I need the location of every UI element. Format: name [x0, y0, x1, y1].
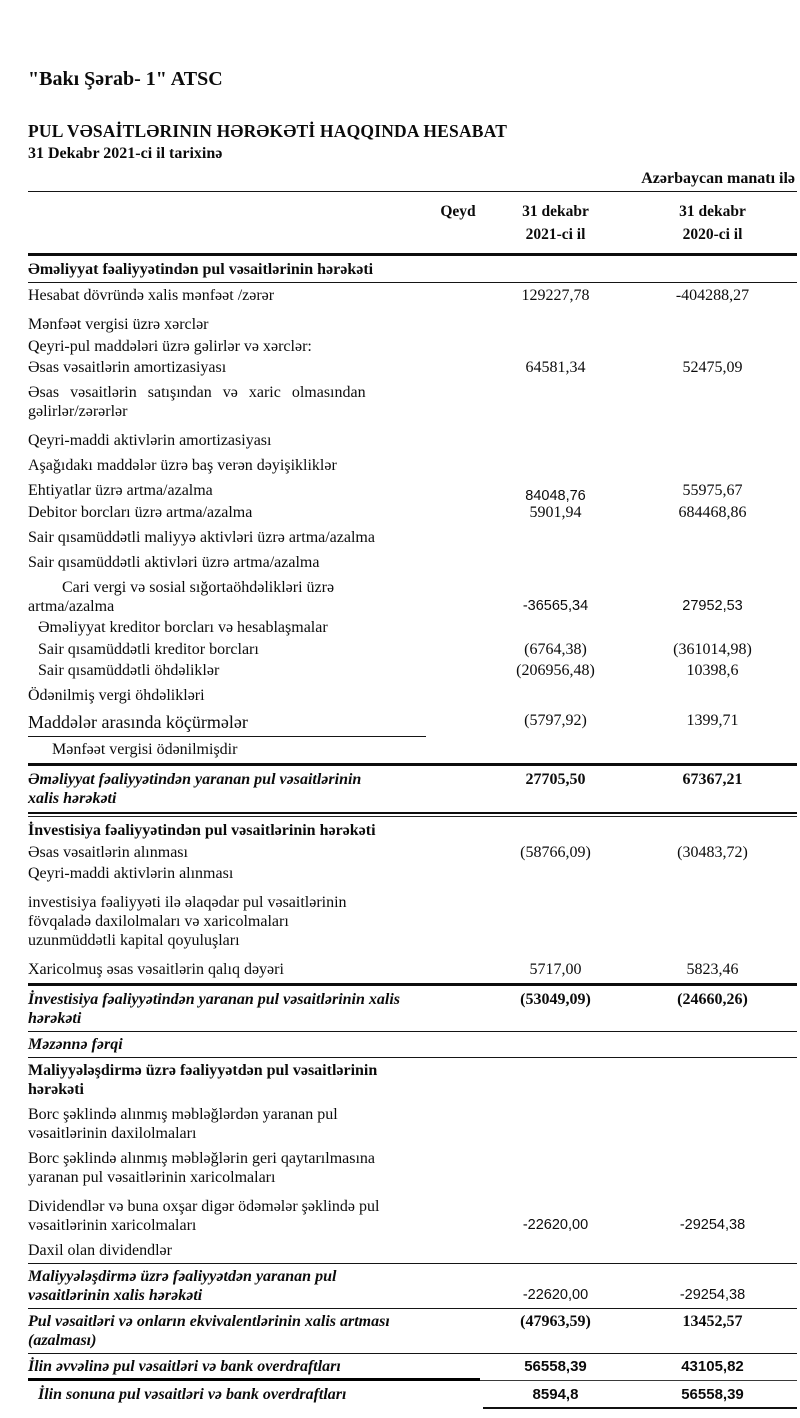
row-label [28, 456, 433, 475]
value-2021-cell: (47963,59) [520, 1313, 591, 1330]
row-label-line: Cari vergi və sosial sığortaöhdəlikləri üzrə [62, 578, 335, 596]
row-label [28, 893, 433, 950]
table-body [28, 260, 797, 1409]
value-2021-cell: (58766,09) [520, 843, 591, 861]
value-2021-cell: (6764,38) [524, 640, 587, 658]
row-label-line: Borc şəklində alınmış məbləğlərdən yaranan pul [28, 1106, 338, 1123]
row-label-line: Ehtiyatlar üzrə artma/azalma [28, 482, 213, 499]
row-label-line: Sair qısamüddətli öhdəliklər [38, 662, 220, 679]
row-label [28, 1312, 433, 1350]
table-rule [28, 1263, 797, 1264]
row-label [28, 358, 433, 377]
value-2021-cell: 8594,8 [532, 1386, 579, 1403]
table-row [28, 431, 797, 450]
table-row [28, 553, 797, 572]
value-2021-cell: (206956,48) [516, 662, 595, 679]
row-label [28, 618, 433, 637]
row-label-line: fövqaladə daxilolmaları və xaricolmaları [28, 913, 289, 930]
row-label-line: artma/azalma [28, 597, 115, 615]
table-row [28, 481, 797, 504]
table-row [28, 1241, 797, 1260]
table-row [28, 337, 797, 356]
row-label-line: Maliyyələşdirmə üzrə fəaliyyətdən yaranan pul [28, 1268, 337, 1285]
table-rule [28, 1031, 797, 1032]
value-2021-cell: 84048,76 [525, 488, 586, 504]
row-label [28, 1149, 433, 1187]
row-label-line: Sair qısamüddətli aktivləri üzrə artma/azalma [28, 553, 320, 571]
row-label [28, 1267, 433, 1305]
row-label-line: Qeyri-pul maddələri üzrə gəlirlər və xərclər: [28, 337, 312, 355]
row-label-line: (azalması) [28, 1332, 97, 1349]
row-label [28, 1385, 433, 1404]
row-label-line: Sair qısamüddətli maliyyə aktivləri üzrə artma/azalma [28, 528, 375, 546]
row-label-line: Əməliyyat fəaliyyətindən pul vəsaitlərinin hərəkəti [28, 261, 374, 278]
table-row [28, 1149, 797, 1187]
row-label-line: uzunmüddətli kapital qoyuluşları [28, 932, 240, 949]
column-header-2020 [628, 200, 797, 246]
table-row [28, 821, 797, 840]
value-2020-cell: -29254,38 [679, 1217, 746, 1233]
row-label-line: Ödənilmiş vergi öhdəlikləri [28, 687, 205, 704]
company-name: "Bakı Şərab- 1" ATSC [28, 68, 223, 90]
value-2020-cell: 5823,46 [686, 961, 739, 978]
row-label-line: Debitor borcları üzrə artma/azalma [28, 503, 253, 521]
table-row [28, 1105, 797, 1143]
column-header-2021 [483, 200, 628, 246]
table-row [28, 1312, 797, 1350]
row-label [28, 337, 433, 356]
table-row [28, 456, 797, 475]
row-label [28, 528, 433, 547]
table-row [28, 893, 797, 950]
value-2021-cell: 129227,78 [521, 287, 590, 304]
table-row [28, 286, 797, 305]
row-label [28, 286, 433, 305]
value-2020-cell: 56558,39 [681, 1386, 744, 1403]
table-row [28, 843, 797, 862]
table-row [28, 618, 797, 637]
value-2021-cell: 5717,00 [529, 961, 582, 978]
table-row [28, 661, 797, 680]
table-row [28, 1035, 797, 1054]
row-label-line: Məzənnə fərqi [28, 1036, 123, 1053]
table-row [28, 1197, 797, 1235]
row-label-line: hərəkəti [28, 1010, 82, 1027]
table-rule [28, 983, 797, 986]
table-row [28, 1267, 797, 1305]
value-2021-cell: (53049,09) [520, 991, 591, 1008]
table-row [28, 528, 797, 547]
row-label [28, 843, 433, 862]
row-label [28, 431, 433, 450]
row-label [28, 686, 433, 705]
row-label [28, 1241, 433, 1260]
column-header-2021-line2: 2021-ci il [525, 226, 586, 243]
table-rule [28, 282, 797, 283]
table-rule [28, 812, 797, 817]
table-row [28, 864, 797, 883]
table-rule [28, 1057, 797, 1058]
value-2020-cell: (361014,98) [673, 640, 752, 658]
row-label-line: Qeyri-maddi aktivlərin alınması [28, 865, 234, 882]
row-label [28, 315, 433, 334]
row-label [28, 1197, 433, 1235]
row-label-line: Sair qısamüddətli kreditor borcları [38, 640, 259, 658]
note-column-header: Qeyd [440, 203, 476, 220]
value-2021-cell: -22620,00 [522, 1217, 589, 1233]
column-header-2021-line1: 31 dekabr [522, 203, 589, 220]
row-label-line: İnvestisiya fəaliyyətindən pul vəsaitlərinin hərəkəti [28, 822, 376, 839]
row-label-line: İlin sonuna pul vəsaitləri və bank overdraftları [38, 1386, 347, 1403]
value-2020-cell: 27952,53 [682, 597, 743, 614]
row-label-line: hərəkəti [28, 1081, 84, 1098]
value-2021-cell: 56558,39 [524, 1358, 587, 1375]
row-label-line: xalis hərəkəti [28, 790, 117, 807]
row-label [28, 503, 433, 522]
row-label [28, 383, 433, 421]
row-label-line: Daxil olan dividendlər [28, 1242, 172, 1259]
row-label-line: Qeyri-maddi aktivlərin amortizasiyası [28, 432, 272, 449]
column-header-2020-line2: 2020-ci il [682, 226, 743, 243]
table-row [28, 960, 797, 979]
header-rule-top [28, 191, 797, 192]
row-label-line: Əsas vəsaitlərin amortizasiyası [28, 359, 227, 376]
table-row [28, 990, 797, 1028]
row-label-line: Maliyyələşdirmə üzrə fəaliyyətdən pul vəsaitlərinin [28, 1062, 378, 1079]
table-header-row [28, 195, 797, 249]
row-label [28, 960, 433, 979]
table-rule [28, 763, 797, 766]
row-label [28, 481, 433, 500]
row-label [28, 661, 433, 680]
table-row [28, 315, 797, 334]
row-label-line: Mənfəət vergisi üzrə xərclər [28, 316, 209, 333]
row-label [28, 640, 433, 659]
row-label [28, 578, 433, 616]
row-label [28, 864, 433, 883]
value-2020-cell: (24660,26) [677, 991, 748, 1008]
value-2020-cell: -404288,27 [675, 287, 750, 304]
header-rule-bottom [28, 253, 797, 256]
row-label [28, 1061, 433, 1099]
table-row [28, 383, 797, 421]
report-title: PUL VƏSAİTLƏRININ HƏRƏKƏTİ HAQQINDA HESABAT [28, 121, 508, 141]
table-row [28, 711, 797, 733]
row-label-line: Əməliyyat fəaliyyətindən yaranan pul vəsaitlərinin [28, 771, 362, 788]
row-label-line: Borc şəklində alınmış məbləğlərin geri qaytarılmasına [28, 1150, 376, 1167]
row-label [28, 1105, 433, 1143]
row-label-line: Əməliyyat kreditor borcları və hesablaşmalar [38, 619, 328, 636]
table-rule [28, 1353, 797, 1354]
table-row [28, 770, 797, 808]
row-label-line: Maddələr arasında köçürmələr [28, 712, 248, 732]
value-2021-cell: 5901,94 [529, 503, 582, 521]
row-label [28, 711, 433, 733]
value-2020-cell: 13452,57 [682, 1313, 743, 1330]
currency-note: Azərbaycan manatı ilə [641, 170, 795, 187]
column-header-2020-line1: 31 dekabr [679, 203, 746, 220]
table-row [28, 740, 797, 759]
table-rule [483, 1407, 797, 1409]
row-label-line: Xaricolmuş əsas vəsaitlərin qalıq dəyəri [28, 961, 284, 978]
row-label-line: Aşağıdakı maddələr üzrə baş verən dəyişikliklər [28, 457, 337, 474]
value-2020-cell: 43105,82 [681, 1358, 744, 1375]
value-2020-cell: 55975,67 [682, 482, 743, 499]
value-2021-cell: (5797,92) [524, 712, 587, 729]
table-row [28, 503, 797, 522]
row-label-line: vəsaitlərinin xalis hərəkəti [28, 1287, 203, 1304]
value-2021-cell: -22620,00 [522, 1287, 589, 1303]
row-label-line: Dividendlər və buna oxşar digər ödəmələr şəklində pul [28, 1198, 380, 1215]
value-2020-cell: 10398,6 [686, 662, 739, 679]
value-2021-cell: 64581,34 [525, 359, 586, 376]
report-date: 31 Dekabr 2021-ci il tarixinə [28, 145, 223, 162]
row-label [28, 740, 433, 759]
row-label [28, 260, 433, 279]
document-content [28, 68, 797, 1409]
value-2020-cell: (30483,72) [677, 843, 748, 861]
row-label [28, 990, 433, 1028]
value-2021-cell: -36565,34 [522, 597, 589, 614]
value-2020-cell: 52475,09 [682, 359, 743, 376]
document-page [0, 68, 800, 1418]
value-2020-cell: 684468,86 [678, 503, 747, 521]
table-row [28, 1061, 797, 1099]
table-row [28, 358, 797, 377]
row-label [28, 821, 433, 840]
value-2021-cell: 27705,50 [525, 771, 586, 788]
row-label [28, 770, 433, 808]
row-label-line: vəsaitlərinin xaricolmaları [28, 1217, 197, 1234]
table-row [28, 1385, 797, 1404]
table-rule [28, 1308, 797, 1309]
row-label-line: Əsas vəsaitlərin alınması [28, 843, 188, 861]
table-row [28, 578, 797, 616]
row-label-line: Mənfəət vergisi ödənilmişdir [52, 741, 238, 758]
row-label-line: İnvestisiya fəaliyyətindən yaranan pul vəsaitlərinin xalis [28, 991, 400, 1008]
table-row [28, 1357, 797, 1376]
row-label-line: investisiya fəaliyyəti ilə əlaqədar pul vəsaitlərinin [28, 894, 347, 911]
table-rule [28, 736, 426, 737]
row-label [28, 1035, 433, 1054]
table-row [28, 640, 797, 659]
row-label-line: İlin əvvəlinə pul vəsaitləri və bank overdraftları [28, 1358, 341, 1375]
row-label-line: Pul vəsaitləri və onların ekvivalentlərinin xalis artması [28, 1313, 390, 1330]
row-label-line: vəsaitlərinin daxilolmaları [28, 1125, 197, 1142]
row-label-line: gəlirlər/zərərlər [28, 403, 128, 420]
table-row [28, 260, 797, 279]
row-label [28, 553, 433, 572]
row-label-line: Hesabat dövründə xalis mənfəət /zərər [28, 287, 275, 304]
value-2020-cell: -29254,38 [679, 1287, 746, 1303]
value-2020-cell: 1399,71 [686, 712, 739, 729]
table-row [28, 686, 797, 705]
row-label-line: yaranan pul vəsaitlərinin xaricolmaları [28, 1169, 276, 1186]
value-2020-cell: 67367,21 [682, 771, 743, 788]
table-rule [28, 1380, 797, 1381]
row-label [28, 1357, 433, 1376]
row-label-line: Əsas vəsaitlərin satışından və xaric olmasından [28, 384, 366, 401]
